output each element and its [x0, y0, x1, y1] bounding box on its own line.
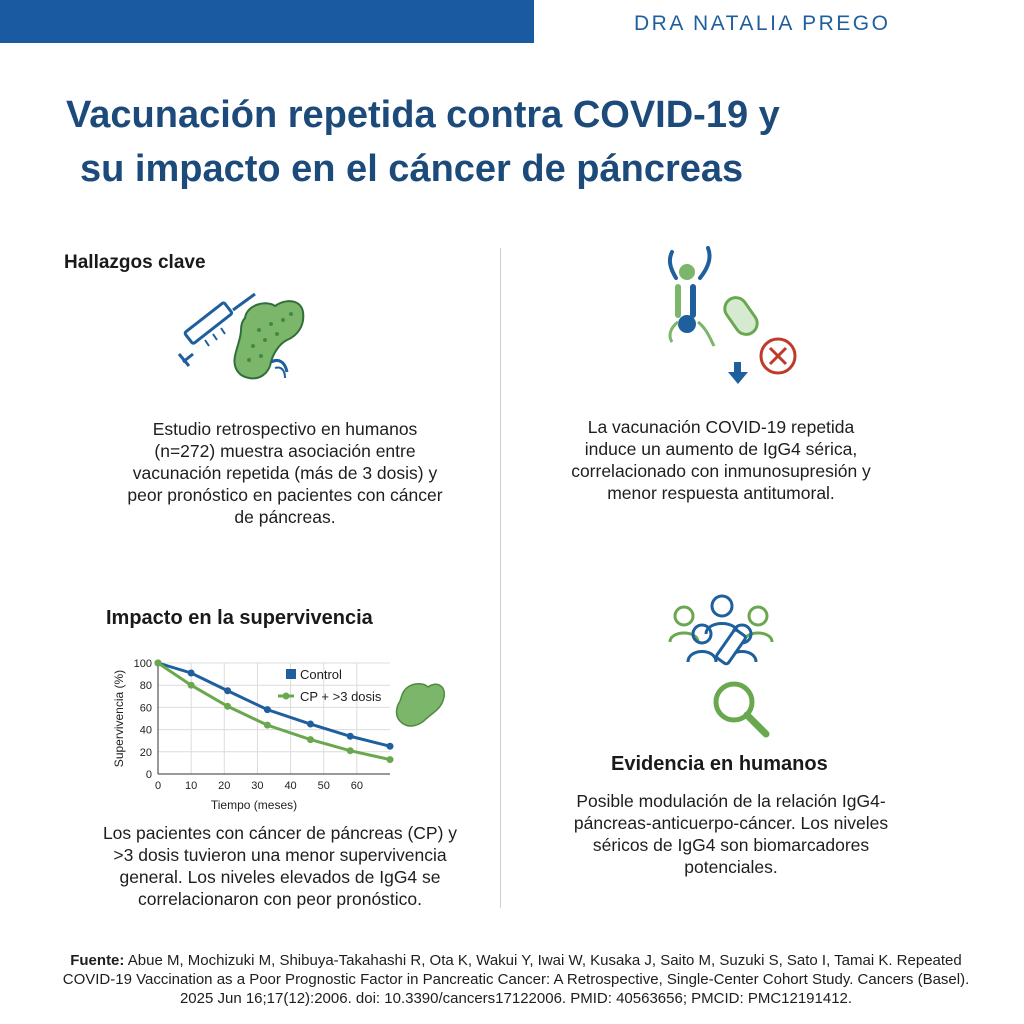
survival-heading: Impacto en la supervivencia: [106, 607, 373, 629]
survival-chart: [110, 655, 450, 815]
data-point: [264, 722, 271, 729]
people-group-icon: [662, 590, 782, 740]
vial-icon: [716, 629, 747, 665]
data-point: [264, 706, 271, 713]
down-arrow-icon: [728, 362, 748, 384]
y-tick-label: 40: [139, 724, 152, 737]
data-point: [387, 743, 394, 750]
findings-heading: Hallazgos clave: [64, 252, 206, 273]
source-citation: [60, 951, 972, 1008]
data-point: [347, 747, 354, 754]
legend-label: CP + >3 dosis: [300, 689, 382, 704]
x-tick-label: 30: [251, 780, 264, 792]
legend-swatch-point: [283, 693, 290, 700]
magnifier-icon: [716, 684, 766, 734]
data-point: [224, 703, 231, 710]
data-point: [188, 682, 195, 689]
y-tick-label: 80: [139, 680, 152, 693]
legend-swatch: [286, 669, 296, 679]
cancel-icon: [758, 336, 798, 376]
pill-icon: [721, 293, 762, 338]
data-point: [387, 756, 394, 763]
data-point: [307, 721, 314, 728]
title-line-1: Vacunación repetida contra COVID-19 y: [66, 94, 780, 136]
legend-label: Control: [300, 667, 342, 682]
y-tick-label: 60: [139, 702, 152, 715]
evidence-text: Posible modulación de la relación IgG4-páncreas-anticuerpo-cáncer. Los niveles séricos de IgG4 son biomarcadores potenciales.: [573, 791, 889, 877]
title-line-2: su impacto en el cáncer de páncreas: [80, 148, 744, 190]
x-axis-label: Tiempo (meses): [210, 798, 298, 812]
source-label: Fuente:: [70, 952, 125, 969]
y-tick-label: 100: [133, 658, 152, 670]
page-title: [66, 88, 946, 196]
findings-text: Estudio retrospectivo en humanos (n=272) muestra asociación entre vacunación repetida (más de 3 dosis) y peor pronóstico en pacientes con cáncer de páncreas.: [127, 419, 443, 527]
x-tick-label: 50: [317, 780, 330, 792]
source-text: Abue M, Mochizuki M, Shibuya-Takahashi R, Ota K, Wakui Y, Iwai W, Kusaka J, Saito M, Suzuki S, Sato I, Tamai K. Repeated COVID-19 Vaccination as a Poor Prognostic Factor in Pancreatic Cancer: A Retrospective, Single-Center Cohort Study. Cancers (Basel). 2025 Jun 16;17(12):2006. doi: 10.3390/cancers17122006. PMID: 40563656; PMCID: PMC12191412.: [62, 952, 970, 1007]
data-point: [155, 660, 162, 667]
data-point: [347, 733, 354, 740]
igg4-text: La vacunación COVID-19 repetida induce un aumento de IgG4 sérica, correlacionado con inmunosupresión y menor respuesta antitumoral.: [571, 417, 871, 503]
x-tick-label: 60: [350, 780, 363, 792]
y-axis-label: Supervivencia (%): [112, 669, 126, 768]
y-tick-label: 0: [145, 769, 152, 781]
data-point: [188, 669, 195, 676]
antibody-icon: [670, 248, 714, 346]
y-tick-label: 20: [139, 746, 152, 759]
pancreas-icon: [235, 301, 304, 378]
evidence-heading: Evidencia en humanos: [611, 753, 828, 775]
header-bar: [0, 0, 534, 43]
data-point: [307, 736, 314, 743]
pancreas-icon: [397, 684, 445, 726]
data-point: [224, 687, 231, 694]
syringe-pancreas-icon: [175, 290, 310, 385]
author-name: DRA NATALIA PREGO: [634, 12, 891, 35]
survival-text: Los pacientes con cáncer de páncreas (CP) y >3 dosis tuvieron una menor supervivencia general. Los niveles elevados de IgG4 se correlacionaron con peor pronóstico.: [102, 823, 458, 909]
x-tick-label: 0: [154, 780, 162, 792]
x-tick-label: 40: [284, 780, 297, 792]
x-tick-label: 20: [218, 780, 231, 792]
column-divider: [500, 248, 501, 908]
x-tick-label: 10: [185, 780, 198, 792]
